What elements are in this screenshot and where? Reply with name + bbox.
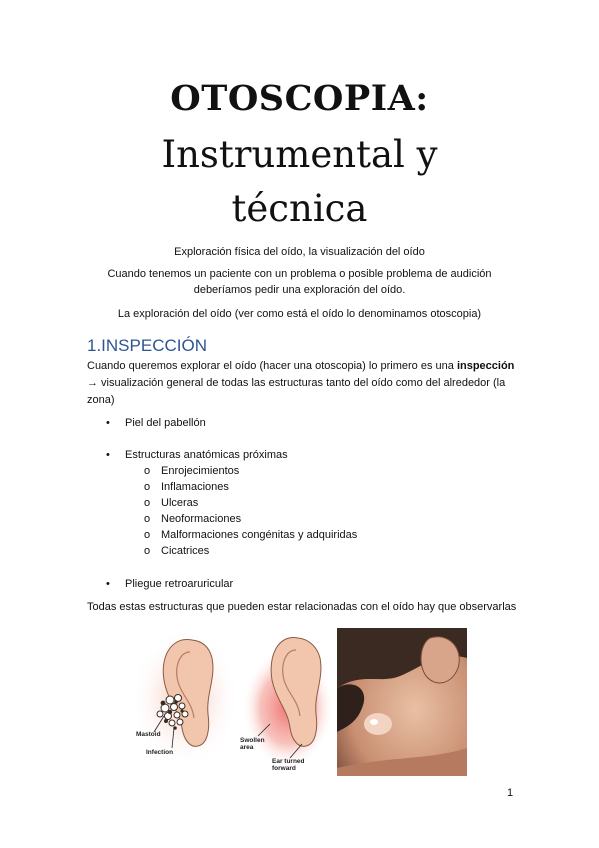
label-swollen: Swollen [240,737,265,744]
document-title-line-1: OTOSCOPIA: [170,78,429,119]
photo-ear [421,637,459,683]
section-paragraph-line-2: → visualización general de todas las estructuras tanto del oído como del alrededor (la [87,377,506,389]
label-swollen-area: area [240,744,254,751]
swelling-highlight [370,719,378,725]
sub-marker: o [144,465,151,477]
sub-item-text: Neoformaciones [161,513,242,525]
sub-marker: o [144,545,151,557]
closing-paragraph: Todas estas estructuras que pueden estar relacionadas con el oído hay que observarlas [87,601,517,613]
sub-marker: o [144,529,151,541]
sub-item-text: Malformaciones congénitas y adquiridas [161,529,358,541]
intro-paragraph-line-2: deberíamos pedir una exploración del oído. [193,284,406,296]
label-mastoid: Mastoid [136,731,161,738]
intro-paragraph-2: La exploración del oído (ver como está el oído lo denominamos otoscopia) [117,308,482,320]
label-forward: forward [272,765,296,772]
intro-paragraph-line-1: Cuando tenemos un paciente con un problema o posible problema de audición [107,268,492,280]
bullet-text: Piel del pabellón [125,417,206,429]
patient-photo [337,628,467,776]
label-infection: Infection [146,749,174,756]
section-paragraph [87,358,527,409]
swelling-lump [364,713,392,735]
ear-figure [130,628,470,778]
section-paragraph-line-3: zona) [87,394,115,406]
label-ear-turned: Ear turned [272,758,305,765]
section-paragraph-line-1 [87,358,527,375]
section-heading: 1.INSPECCIÓN [87,336,207,355]
document-title-line-2: Instrumental y [161,133,438,176]
bullet-text: Estructuras anatómicas próximas [125,449,288,461]
sub-item-text: Cicatrices [161,545,210,557]
paragraph-text: Cuando queremos explorar el oído (hacer una otoscopia) lo primero es una [87,360,457,372]
bullet-marker: • [106,578,110,590]
bullet-marker: • [106,417,110,429]
page-number: 1 [507,787,514,799]
intro-subtitle: Exploración física del oído, la visualización del oído [174,246,425,258]
swollen-illustration [240,638,334,772]
sub-marker: o [144,513,151,525]
sub-marker: o [144,497,151,509]
paragraph-bold-term: inspección [456,360,515,372]
sub-marker: o [144,481,151,493]
bullet-text: Pliegue retroaruricular [125,578,234,590]
document-title-line-3: técnica [231,187,368,230]
sub-item-text: Ulceras [161,497,199,509]
mastoid-illustration [130,628,240,768]
bullet-marker: • [106,449,110,461]
sub-item-text: Enrojecimientos [161,465,240,477]
sub-item-text: Inflamaciones [161,481,229,493]
